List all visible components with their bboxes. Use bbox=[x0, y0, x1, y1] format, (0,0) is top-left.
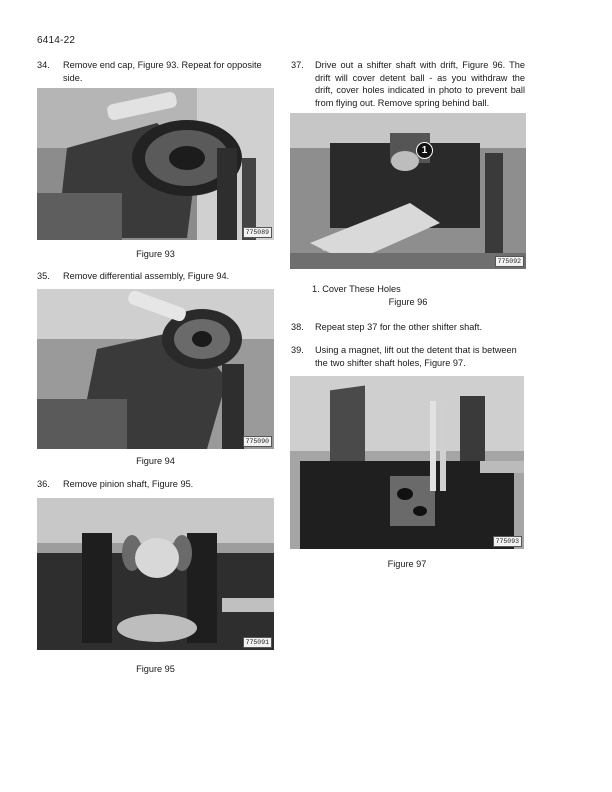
figure-95-caption: Figure 95 bbox=[136, 664, 175, 674]
figure-97-caption: Figure 97 bbox=[387, 559, 427, 569]
figure-95-photo bbox=[37, 498, 274, 650]
step-text: Drive out a shifter shaft with drift, Figure 96. The drift will cover detent ball - as you withdraw the drift, cover holes indicated in photo to prevent ball from flying out. Remove spring behind ball. bbox=[315, 60, 525, 108]
photo-id: 775093 bbox=[493, 536, 522, 547]
step-text: Remove pinion shaft, Figure 95. bbox=[63, 479, 194, 489]
step-text: Using a magnet, lift out the detent that is between the two shifter shaft holes, Figure 97. bbox=[315, 345, 517, 368]
photo-id: 775089 bbox=[243, 227, 272, 238]
figure-93-photo bbox=[37, 88, 274, 240]
figure-96-caption: Figure 96 bbox=[388, 297, 428, 307]
step-text: Repeat step 37 for the other shifter shaft. bbox=[315, 322, 483, 332]
step-number: 39. bbox=[291, 345, 304, 355]
step-36 bbox=[37, 478, 277, 491]
figure-97-photo bbox=[290, 376, 524, 549]
callout-marker: 1 bbox=[416, 142, 433, 159]
document-id: 6414-22 bbox=[37, 35, 76, 46]
step-number: 38. bbox=[291, 322, 304, 332]
step-text: Remove end cap, Figure 93. Repeat for opposite side. bbox=[63, 60, 262, 83]
photo-id: 775091 bbox=[243, 637, 272, 648]
figure-94-caption: Figure 94 bbox=[136, 456, 175, 466]
figure-96-photo bbox=[290, 113, 526, 269]
step-39 bbox=[291, 344, 525, 370]
step-35 bbox=[37, 270, 277, 283]
step-number: 37. bbox=[291, 60, 304, 70]
step-34 bbox=[37, 59, 277, 85]
figure-96-legend: 1. Cover These Holes bbox=[312, 284, 401, 294]
step-number: 35. bbox=[37, 271, 50, 281]
figure-94-photo bbox=[37, 289, 274, 449]
step-text: Remove differential assembly, Figure 94. bbox=[63, 271, 230, 281]
step-37 bbox=[291, 59, 525, 111]
photo-id: 775090 bbox=[243, 436, 272, 447]
step-38 bbox=[291, 321, 525, 334]
figure-93-caption: Figure 93 bbox=[136, 249, 175, 259]
step-number: 36. bbox=[37, 479, 50, 489]
photo-id: 775092 bbox=[495, 256, 524, 267]
step-number: 34. bbox=[37, 60, 50, 70]
